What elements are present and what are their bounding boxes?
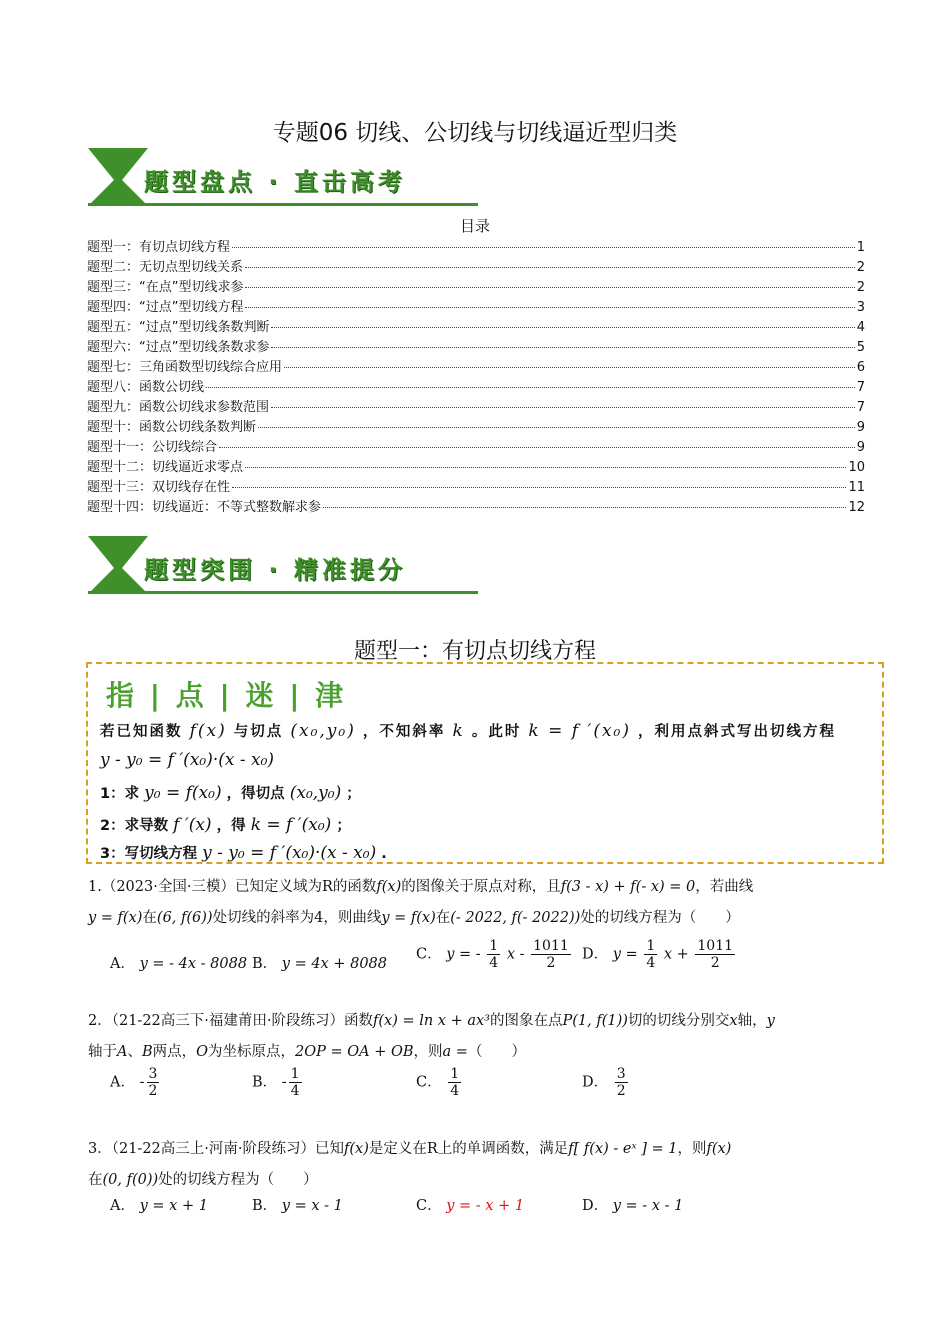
section-banner-practice bbox=[88, 536, 478, 600]
option-d[interactable]: D． y = - x - 1 bbox=[582, 1198, 684, 1214]
toc-row[interactable] bbox=[87, 316, 865, 336]
toc-label: 题型二：无切点型切线关系 bbox=[87, 260, 244, 275]
tips-line-1: 若已知函数 f(x) 与切点 (x₀,y₀) ，不知斜率 k 。此时 k = f ′(x₀) ，利用点斜式写出切线方程 bbox=[100, 721, 837, 741]
toc-heading: 目录 bbox=[459, 217, 490, 235]
option-b[interactable]: B． - $\frac{1}{4}$ bbox=[252, 1066, 300, 1099]
toc-leader-dots bbox=[271, 407, 855, 408]
toc-label: 题型六：“过点”型切线条数求参 bbox=[87, 340, 270, 355]
toc-page-number: 3 bbox=[856, 300, 865, 315]
toc-label: 题型八：函数公切线 bbox=[87, 380, 205, 395]
tips-line-5: 3：写切线方程 y - y₀ = f ′(x₀)·(x - x₀) . bbox=[100, 843, 387, 863]
table-of-contents bbox=[87, 236, 865, 516]
toc-page-number: 2 bbox=[856, 260, 865, 275]
toc-row[interactable] bbox=[87, 436, 865, 456]
toc-page-number: 11 bbox=[848, 480, 865, 495]
toc-label: 题型三：“在点”型切线求参 bbox=[87, 280, 244, 295]
toc-page-number: 12 bbox=[848, 500, 865, 515]
option-c[interactable]: C． $\frac{1}{4}$ bbox=[416, 1066, 460, 1099]
banner-underline bbox=[88, 591, 478, 594]
option-a[interactable]: A． - $\frac{3}{2}$ bbox=[110, 1066, 158, 1099]
toc-page-number: 7 bbox=[856, 380, 865, 395]
toc-leader-dots bbox=[232, 247, 855, 248]
question-2-options bbox=[110, 1066, 850, 1110]
toc-page-number: 4 bbox=[856, 320, 865, 335]
tips-line-2: y - y₀ = f ′(x₀)·(x - x₀) bbox=[100, 750, 275, 770]
toc-leader-dots bbox=[245, 307, 854, 308]
toc-row[interactable] bbox=[87, 496, 865, 516]
toc-label: 题型十四：切线逼近：不等式整数解求参 bbox=[87, 500, 322, 515]
toc-page-number: 6 bbox=[856, 360, 865, 375]
option-c[interactable]: C． y = - x + 1 bbox=[416, 1198, 525, 1214]
toc-row[interactable] bbox=[87, 456, 865, 476]
toc-row[interactable] bbox=[87, 476, 865, 496]
toc-page-number: 2 bbox=[856, 280, 865, 295]
toc-label: 题型九：函数公切线求参数范围 bbox=[87, 400, 270, 415]
toc-row[interactable] bbox=[87, 256, 865, 276]
section-heading: 题型一：有切点切线方程 bbox=[353, 639, 596, 664]
toc-label: 题型十：函数公切线条数判断 bbox=[87, 420, 257, 435]
toc-page-number: 9 bbox=[856, 420, 865, 435]
page-title: 专题06 切线、公切线与切线逼近型归类 bbox=[272, 120, 678, 146]
toc-label: 题型四：“过点”型切线方程 bbox=[87, 300, 244, 315]
toc-page-number: 1 bbox=[856, 240, 865, 255]
section-banner-overview bbox=[88, 148, 478, 212]
toc-row[interactable] bbox=[87, 296, 865, 316]
toc-row[interactable] bbox=[87, 356, 865, 376]
toc-row[interactable] bbox=[87, 376, 865, 396]
tips-heading: 指 | 点 | 迷 | 津 bbox=[106, 679, 347, 712]
toc-label: 题型十一：公切线综合 bbox=[87, 440, 218, 455]
question-2: 2．（21-22高三下·福建莆田·阶段练习）函数f(x) = ln x + ax³的图象在点P(1, f(1))切的切线分别交x轴，y 轴于A、B两点，O为坐标原点，2OP = OA + OB，则a =（ ） bbox=[88, 1013, 775, 1060]
toc-leader-dots bbox=[245, 467, 846, 468]
toc-leader-dots bbox=[258, 427, 855, 428]
toc-row[interactable] bbox=[87, 276, 865, 296]
answer-highlight: y = - x + 1 bbox=[446, 1198, 525, 1214]
toc-leader-dots bbox=[206, 387, 855, 388]
toc-leader-dots bbox=[271, 327, 854, 328]
banner-text: 题型盘点 · 直击高考 bbox=[144, 168, 406, 196]
toc-label: 题型一：有切点切线方程 bbox=[87, 240, 231, 255]
toc-page-number: 5 bbox=[856, 340, 865, 355]
option-d[interactable]: D． y = $\frac{1}{4}$ x + $\frac{1011}{2}$ bbox=[582, 938, 734, 971]
toc-label: 题型十三：双切线存在性 bbox=[87, 480, 231, 495]
option-b[interactable]: B． y = 4x + 8088 bbox=[252, 956, 387, 972]
toc-leader-dots bbox=[245, 287, 854, 288]
toc-leader-dots bbox=[323, 507, 846, 508]
question-1: 1.（2023·全国·三模）已知定义域为R的函数f(x)的图像关于原点对称，且f(3 - x) + f(- x) = 0，若曲线 y = f(x)在(6, f(6))处切线的斜率为4，则曲线y = f(x)在(- 2022, f(- 2022))处的切线方程为（ ） bbox=[88, 879, 754, 926]
tips-box bbox=[86, 662, 884, 864]
toc-row[interactable] bbox=[87, 396, 865, 416]
toc-leader-dots bbox=[232, 487, 846, 488]
question-3-options bbox=[110, 1194, 850, 1218]
option-c[interactable]: C． y = - $\frac{1}{4}$ x - $\frac{1011}{2}$ bbox=[416, 938, 569, 971]
option-d[interactable]: D． $\frac{3}{2}$ bbox=[582, 1066, 626, 1099]
tips-line-4: 2：求导数 f ′(x) ，得 k = f ′(x₀) ； bbox=[100, 815, 351, 835]
toc-label: 题型五：“过点”型切线条数判断 bbox=[87, 320, 270, 335]
option-a[interactable]: A． y = - 4x - 8088 bbox=[110, 956, 248, 972]
banner-text: 题型突围 · 精准提分 bbox=[144, 556, 406, 584]
banner-underline bbox=[88, 203, 478, 206]
toc-page-number: 7 bbox=[856, 400, 865, 415]
toc-leader-dots bbox=[245, 267, 855, 268]
toc-page-number: 10 bbox=[848, 460, 865, 475]
toc-leader-dots bbox=[219, 447, 855, 448]
toc-leader-dots bbox=[271, 347, 854, 348]
option-a[interactable]: A． y = x + 1 bbox=[110, 1198, 208, 1214]
tips-line-3: 1：求 y₀ = f(x₀) ，得切点 (x₀,y₀) ； bbox=[100, 783, 361, 803]
toc-label: 题型十二：切线逼近求零点 bbox=[87, 460, 244, 475]
toc-leader-dots bbox=[284, 367, 855, 368]
toc-row[interactable] bbox=[87, 236, 865, 256]
toc-row[interactable] bbox=[87, 416, 865, 436]
toc-page-number: 9 bbox=[856, 440, 865, 455]
question-3: 3．（21-22高三上·河南·阶段练习）已知f(x)是定义在R上的单调函数，满足f[ f(x) - eˣ ] = 1，则f(x) 在(0, f(0))处的切线方程为（ ） bbox=[88, 1141, 732, 1188]
option-b[interactable]: B． y = x - 1 bbox=[252, 1198, 343, 1214]
toc-row[interactable] bbox=[87, 336, 865, 356]
question-1-options bbox=[110, 938, 850, 982]
toc-label: 题型七：三角函数型切线综合应用 bbox=[87, 360, 283, 375]
